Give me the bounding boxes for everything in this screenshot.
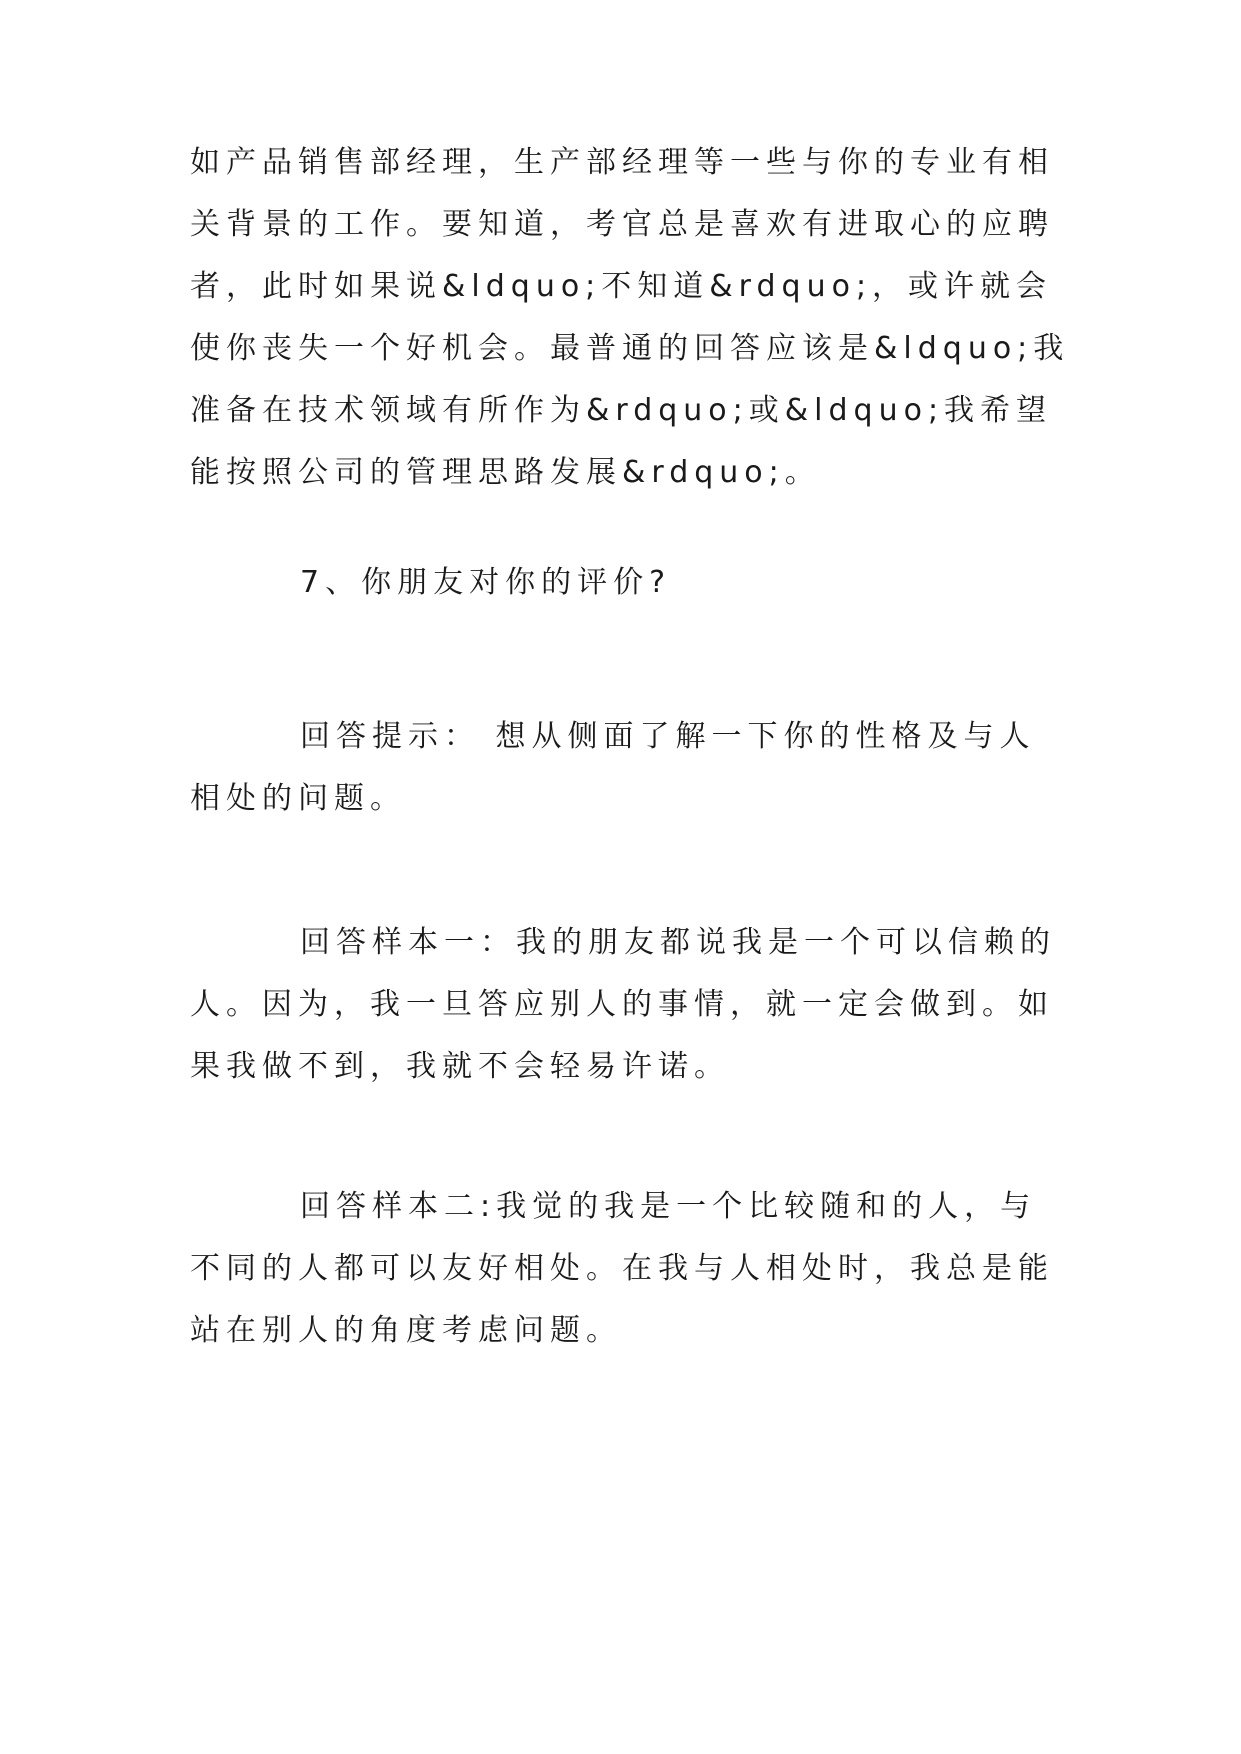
question-heading: 7、你朋友对你的评价? <box>300 565 672 600</box>
answer-sample-one-paragraph: 回答样本一：我的朋友都说我是一个可以信赖的人。因为，我一旦答应别人的事情，就一定会做到。如果我做不到，我就不会轻易许诺。 <box>190 925 1056 1084</box>
answer-hint-paragraph: 回答提示： 想从侧面了解一下你的性格及与人相处的问题。 <box>190 719 1036 816</box>
paragraph-continuation: 如产品销售部经理，生产部经理等一些与你的专业有相关背景的工作。要知道，考官总是喜欢有进取心的应聘者，此时如果说&ldquo;不知道&rdquo;，或许就会使你丧失一个好机会。最普通的回答应该是&ldquo;我准备在技术领域有所作为&rdquo;或&ldquo;我希望能按照公司的管理思路发展&rdquo;。 <box>190 145 1070 490</box>
answer-sample-two-paragraph: 回答样本二:我觉的我是一个比较随和的人，与不同的人都可以友好相处。在我与人相处时，我总是能站在别人的角度考虑问题。 <box>190 1189 1054 1348</box>
